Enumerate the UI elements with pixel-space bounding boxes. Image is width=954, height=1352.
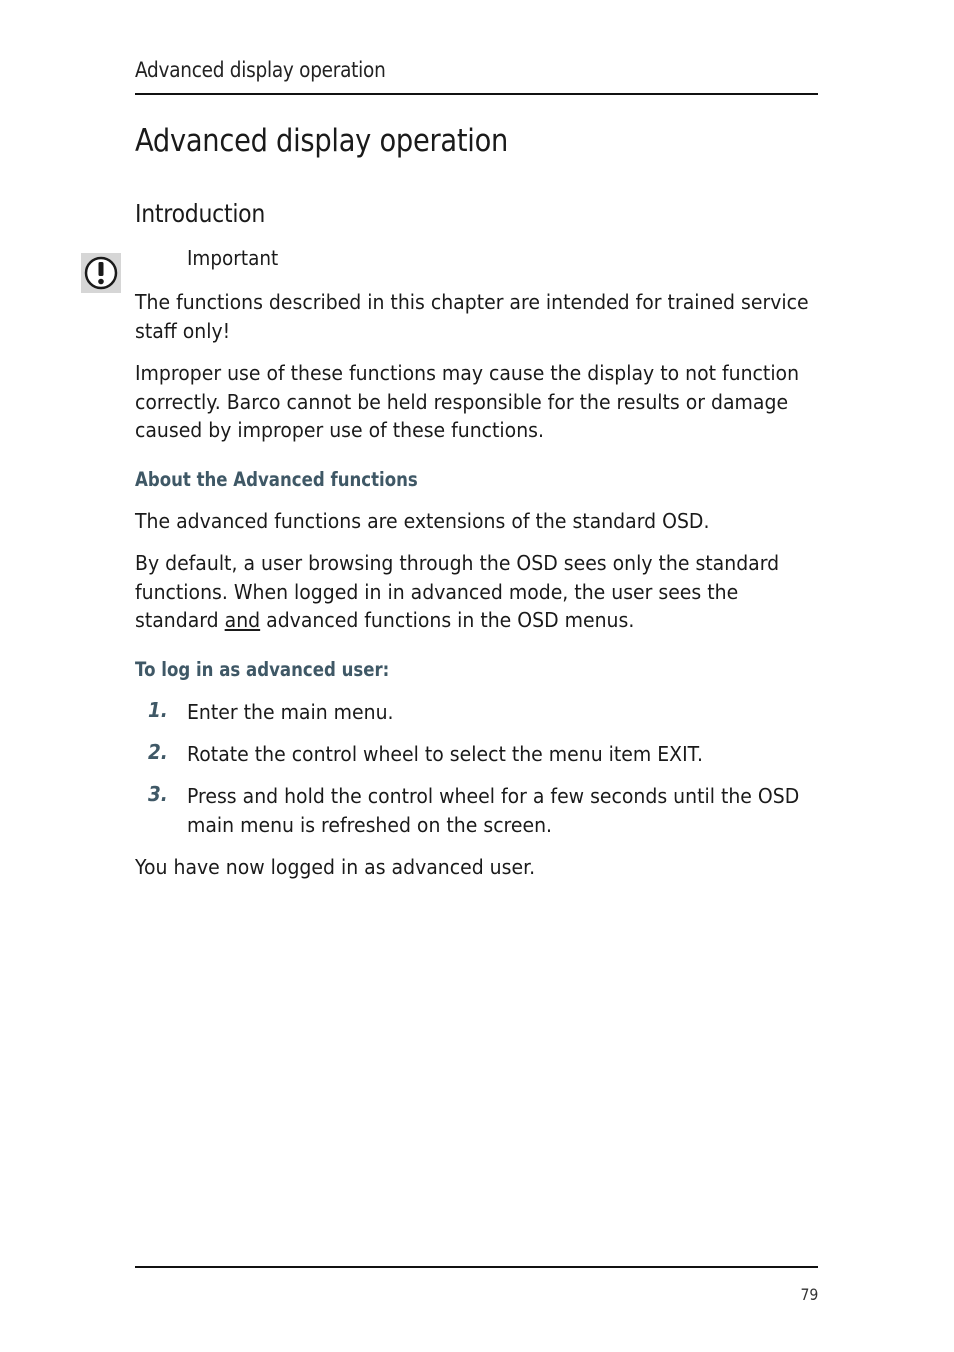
intro-paragraph-2: Improper use of these functions may cause the display to not function correctly. Barco cannot be held responsible for the results or damage caused by improper use of these functions. xyxy=(135,361,800,442)
about-paragraph-2 xyxy=(135,549,816,635)
header-rule xyxy=(135,93,818,95)
about-paragraph-2-end: advanced functions in the OSD menus. xyxy=(260,608,635,632)
running-header: Advanced display operation xyxy=(135,58,386,82)
emphasis-and: and xyxy=(224,608,261,632)
subheading-login: To log in as advanced user: xyxy=(135,658,390,681)
about-paragraph-1: The advanced functions are extensions of the standard OSD. xyxy=(135,509,710,533)
step-text: Press and hold the control wheel for a few seconds until the OSD main menu is refreshed on the screen. xyxy=(187,784,800,837)
footer-rule xyxy=(135,1266,818,1268)
step-number: 3. xyxy=(148,782,168,806)
page-number: 79 xyxy=(800,1285,818,1304)
step-text: Enter the main menu. xyxy=(187,700,394,724)
chapter-title: Advanced display operation xyxy=(135,123,509,159)
section-title-introduction: Introduction xyxy=(135,199,266,228)
about-paragraph-2-start: By default, a user browsing through the OSD sees only the standard functions. When logged in in advanced mode, the user sees the standard xyxy=(135,551,780,632)
step-number: 2. xyxy=(148,740,168,764)
subheading-about-advanced: About the Advanced functions xyxy=(135,468,418,491)
exclamation-warning-icon xyxy=(81,253,121,293)
step-text: Rotate the control wheel to select the menu item EXIT. xyxy=(187,742,703,766)
important-label: Important xyxy=(187,246,279,270)
login-result: You have now logged in as advanced user. xyxy=(135,855,536,879)
step-number: 1. xyxy=(148,698,168,722)
intro-paragraph-1: The functions described in this chapter are intended for trained service staff only! xyxy=(135,290,809,343)
